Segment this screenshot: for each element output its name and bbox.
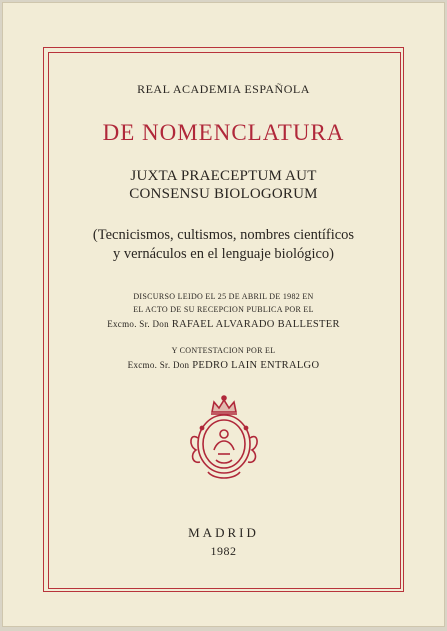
imprint-city: MADRID (188, 525, 259, 540)
respondent-line (2, 360, 445, 371)
book-cover (2, 2, 445, 627)
royal-academy-crest-icon (178, 392, 270, 484)
speaker-line (2, 319, 445, 330)
respondent-name: PEDRO LAIN ENTRALGO (192, 360, 320, 371)
subtitle-line-1: JUXTA PRAECEPTUM AUT (130, 168, 317, 184)
speaker-title: Excmo. Sr. Don (107, 319, 169, 329)
page-title: DE NOMENCLATURA (102, 120, 345, 145)
description-line-2: y vernáculos en el lenguaje biológico) (112, 246, 335, 262)
contestation-line: Y CONTESTACION POR EL (171, 346, 276, 355)
subtitle-line-2: CONSENSU BIOLOGORUM (129, 186, 318, 202)
academy-name: REAL ACADEMIA ESPAÑOLA (137, 82, 310, 96)
discourse-line-1: DISCURSO LEIDO EL 25 DE ABRIL DE 1982 EN (133, 292, 314, 301)
imprint-year: 1982 (210, 544, 237, 558)
description-line-1: (Tecnicismos, cultismos, nombres científicos (92, 227, 355, 243)
discourse-line-2: EL ACTO DE SU RECEPCION PUBLICA POR EL (133, 305, 314, 314)
respondent-title: Excmo. Sr. Don (127, 360, 190, 370)
speaker-name: RAFAEL ALVARADO BALLESTER (171, 319, 340, 330)
